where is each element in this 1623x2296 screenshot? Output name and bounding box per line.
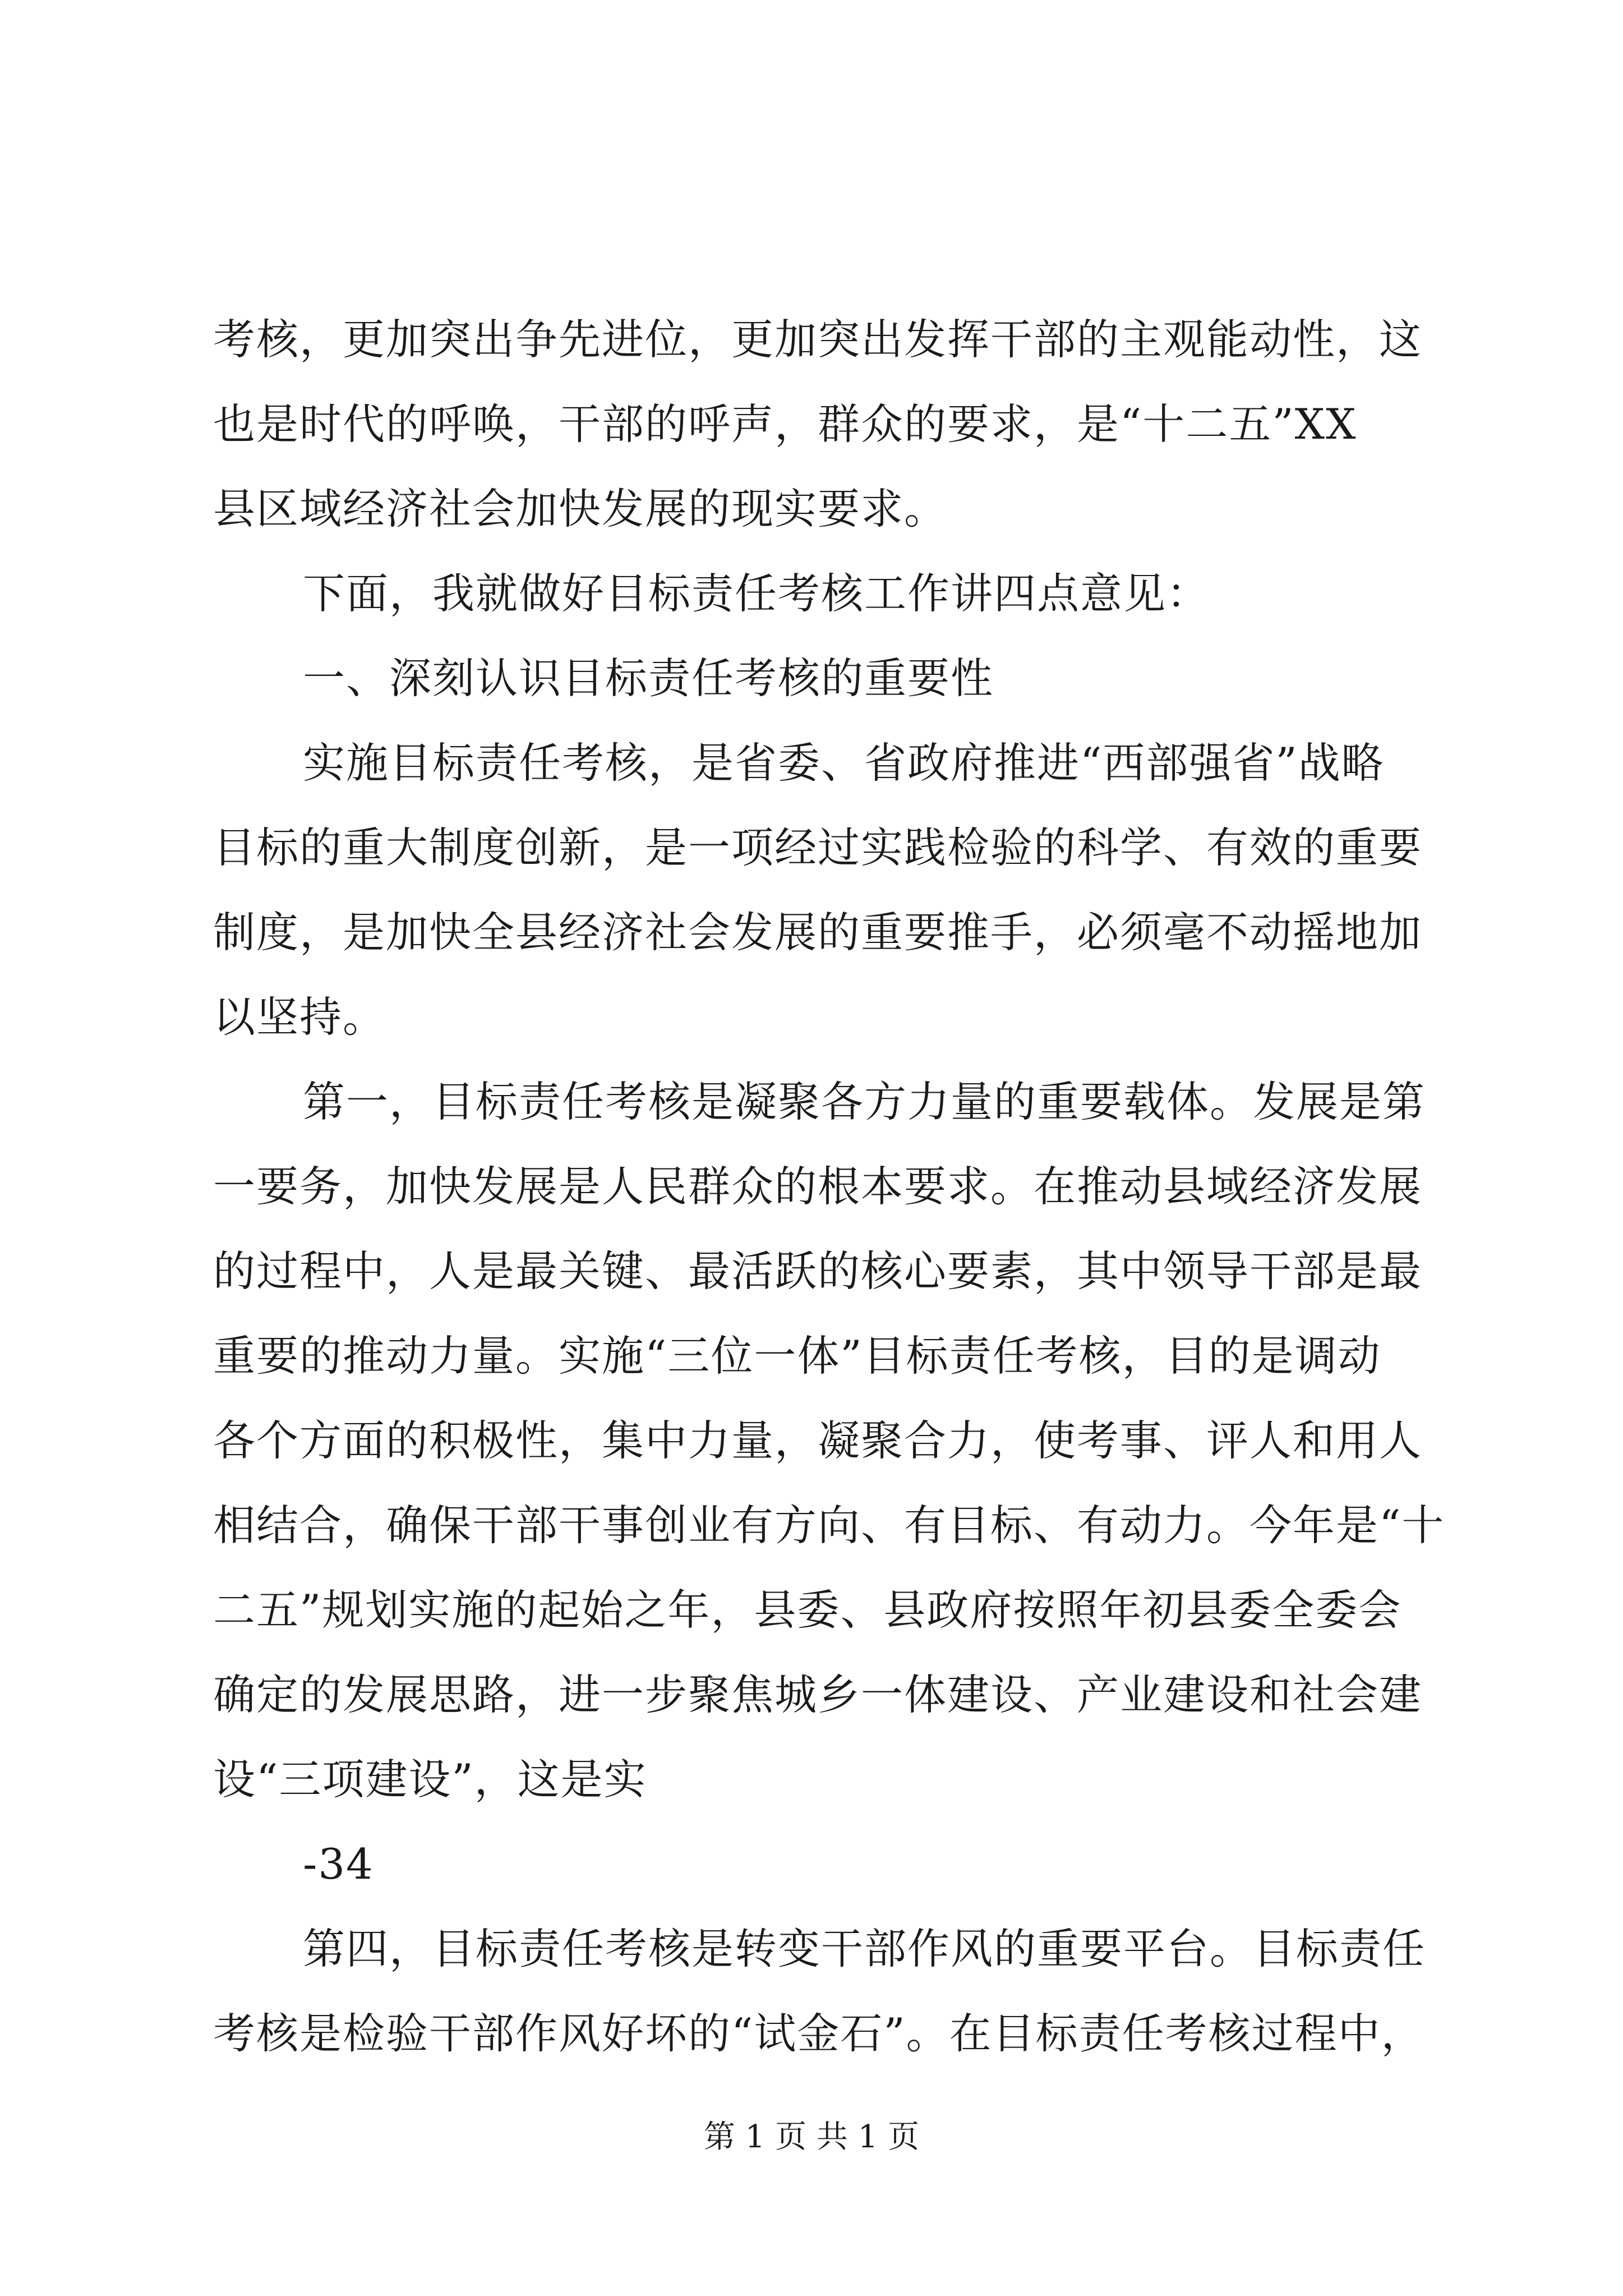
text-line: 也是时代的呼唤，干部的呼声，群众的要求，是“十二五”XX — [213, 399, 1357, 449]
text-line: 一要务，加快发展是人民群众的根本要求。在推动县域经济发展 — [213, 1162, 1423, 1211]
text-line: 考核，更加突出争先进位，更加突出发挥干部的主观能动性，这 — [213, 315, 1423, 364]
page-marker: -34 — [303, 1839, 374, 1889]
text-line: 考核是检验干部作风好坏的“试金石”。在目标责任考核过程中， — [213, 2009, 1424, 2058]
text-line: 以坚持。 — [213, 992, 386, 1042]
text-line: 确定的发展思路，进一步聚焦城乡一体建设、产业建设和社会建 — [213, 1670, 1423, 1719]
text-line: 二五”规划实施的起始之年，县委、县政府按照年初县委全委会 — [213, 1585, 1402, 1635]
text-line: 县区域经济社会加快发展的现实要求。 — [213, 484, 948, 533]
text-line: 目标的重大制度创新，是一项经过实践检验的科学、有效的重要 — [213, 823, 1423, 872]
text-line: 第一，目标责任考核是凝聚各方力量的重要载体。发展是第 — [303, 1077, 1426, 1126]
document-body — [213, 297, 1445, 2076]
text-line: 制度，是加快全县经济社会发展的重要推手，必须毫不动摇地加 — [213, 908, 1423, 957]
text-line: 设“三项建设”，这是实 — [213, 1755, 647, 1804]
text-line: 各个方面的积极性，集中力量，凝聚合力，使考事、评人和用人 — [213, 1416, 1423, 1465]
text-line: 重要的推动力量。实施“三位一体”目标责任考核，目的是调动 — [213, 1331, 1381, 1381]
text-line: 相结合，确保干部干事创业有方向、有目标、有动力。今年是“十 — [213, 1501, 1445, 1550]
section-heading: 一、深刻认识目标责任考核的重要性 — [303, 654, 994, 703]
text-line: 实施目标责任考核，是省委、省政府推进“西部强省”战略 — [303, 738, 1385, 788]
text-line: 的过程中，人是最关键、最活跃的核心要素，其中领导干部是最 — [213, 1246, 1423, 1296]
text-line: 第四，目标责任考核是转变干部作风的重要平台。目标责任 — [303, 1924, 1426, 1973]
page-footer: 第 1 页 共 1 页 — [703, 2119, 920, 2155]
text-line: 下面，我就做好目标责任考核工作讲四点意见： — [303, 569, 1210, 618]
